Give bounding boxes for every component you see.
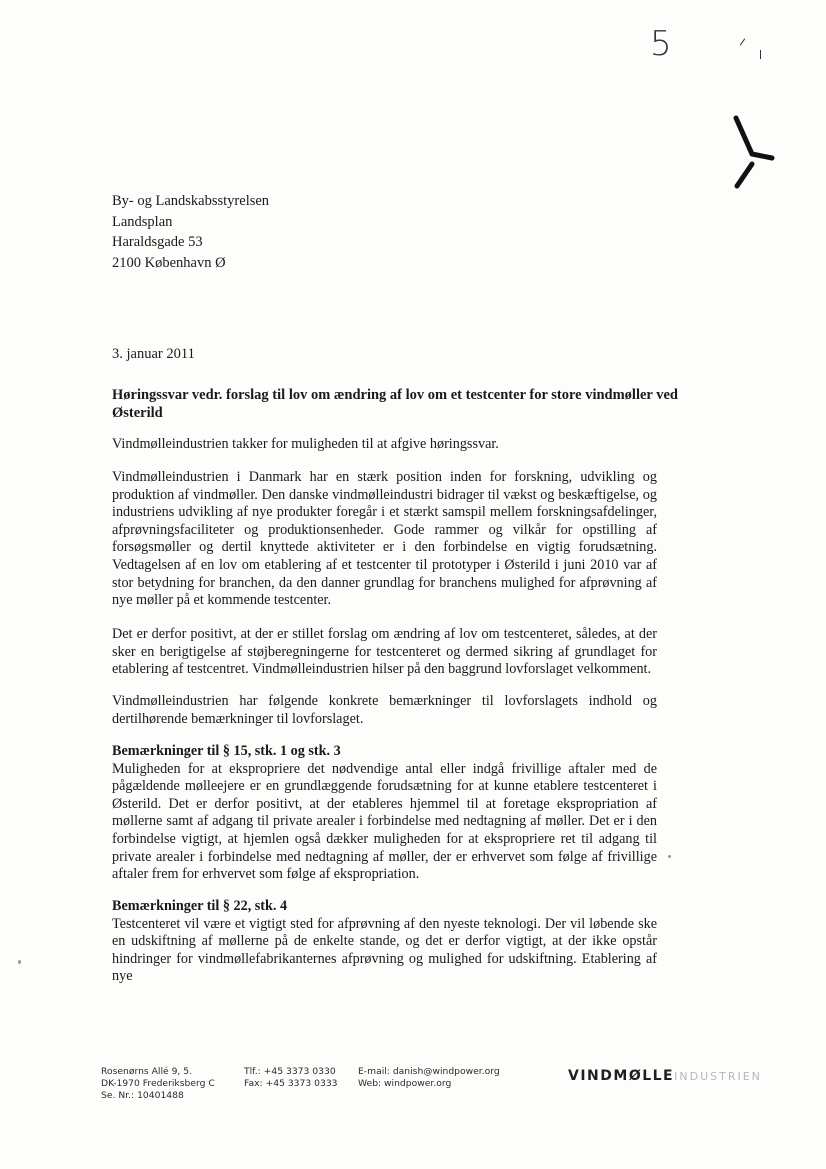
- section-body: Testcenteret vil være et vigtigt sted for afprøvning af den nyeste teknologi. Der vil løbende ske en udskiftning af møllerne på de enkelte stande, og det er derfor vigtigt, at der ikke opstår hindringer for vindmøllefabrikanternes afprøvning og mulighed for udskiftning. Etablering af nye: [112, 915, 657, 985]
- paragraph: Det er derfor positivt, at der er stillet forslag om ændring af lov om testcenteret, således, at der sker en berigtigelse af støjberegningerne for testcenteret og dermed sikring af grundlaget for etablering af testcentret. Vindmølleindustrien hilser på den baggrund lovforslaget velkomment.: [112, 626, 657, 678]
- recipient-address: [112, 191, 269, 273]
- footer-email[interactable]: E-mail: danish@windpower.org: [358, 1066, 500, 1077]
- recipient-line: 2100 København Ø: [112, 254, 226, 271]
- brand-sub: INDUSTRIEN: [674, 1070, 762, 1083]
- section-body: Muligheden for at ekspropriere det nødvendige antal eller indgå frivillige aftaler med de pågældende mølleejere er en grundlæggende forudsætning for at kunne etablere testcenteret i Østerild. Det er derfor positivt, at der etableres hjemmel til at foretage ekspropriation af møllerne samt af adgang til private arealer i forbindelse med nedtagning af møller. Det er i den forbindelse vigtigt, at hjemlen også dækker muligheden for at ekspropriere ret til adgang til private arealer i forbindelse med nedtagning af møller, der er erhvervet som følge af frivillige aftaler frem for erhvervet som følge af ekspropriation.: [112, 760, 657, 883]
- section: [112, 898, 657, 986]
- wind-turbine-blades-icon: [722, 110, 782, 200]
- recipient-line: By- og Landskabsstyrelsen: [112, 193, 270, 209]
- section-heading: Bemærkninger til § 15, stk. 1 og stk. 3: [112, 743, 341, 759]
- scan-speck: [668, 855, 671, 858]
- footer-line: Fax: +45 3373 0333: [244, 1078, 338, 1089]
- handwritten-tick-mark: [740, 38, 745, 45]
- page-number: 5: [650, 24, 672, 64]
- section-heading: Bemærkninger til § 22, stk. 4: [112, 898, 288, 914]
- footer-web[interactable]: Web: windpower.org: [358, 1078, 452, 1089]
- footer-contact: [358, 1066, 500, 1090]
- scan-speck: [18, 960, 21, 964]
- paragraph: Vindmølleindustrien har følgende konkrete bemærkninger til lovforslagets indhold og dertilhørende bemærkninger til lovforslaget.: [112, 693, 657, 727]
- letter-date: 3. januar 2011: [112, 346, 195, 362]
- footer-line: Se. Nr.: 10401488: [101, 1090, 184, 1101]
- footer-line: Rosenørns Allé 9, 5.: [101, 1066, 193, 1077]
- brand-logo: [568, 1068, 762, 1084]
- section: [112, 743, 657, 884]
- paragraph: Vindmølleindustrien i Danmark har en stærk position inden for forskning, udvikling og produktion af vindmøller. Den danske vindmølleindustri bidrager til vækst og beskæftigelse, og industriens udvikling af nye produkter foregår i et stærkt samspil mellem forskningsafdelinger, afprøvningsfaciliteter og produktionsenheder. Gode rammer og vilkår for opstilling af forsøgsmøller og dertil knyttede aktiviteter er i den forbindelse en vigtig forudsætning. Vedtagelsen af en lov om etablering af et testcenter til prototyper i Østerild i juni 2010 var af stor betydning for branchen, da den danner grundlag for branchens mulighed for afprøvning af nye møller på et kommende testcenter.: [112, 469, 657, 609]
- footer-line: DK-1970 Frederiksberg C: [101, 1078, 215, 1089]
- letter-title: Høringssvar vedr. forslag til lov om ændring af lov om et testcenter for store vindmøller ved Østerild: [112, 387, 678, 421]
- footer-phone: [244, 1066, 338, 1090]
- recipient-line: Landsplan: [112, 213, 173, 230]
- brand-main: VINDMØLLE: [568, 1068, 675, 1084]
- footer-line: Tlf.: +45 3373 0330: [244, 1066, 336, 1077]
- footer-address: [101, 1066, 215, 1102]
- paragraph: Vindmølleindustrien takker for muligheden til at afgive høringssvar.: [112, 436, 499, 452]
- handwritten-tick-mark: [760, 50, 761, 59]
- recipient-line: Haraldsgade 53: [112, 234, 203, 250]
